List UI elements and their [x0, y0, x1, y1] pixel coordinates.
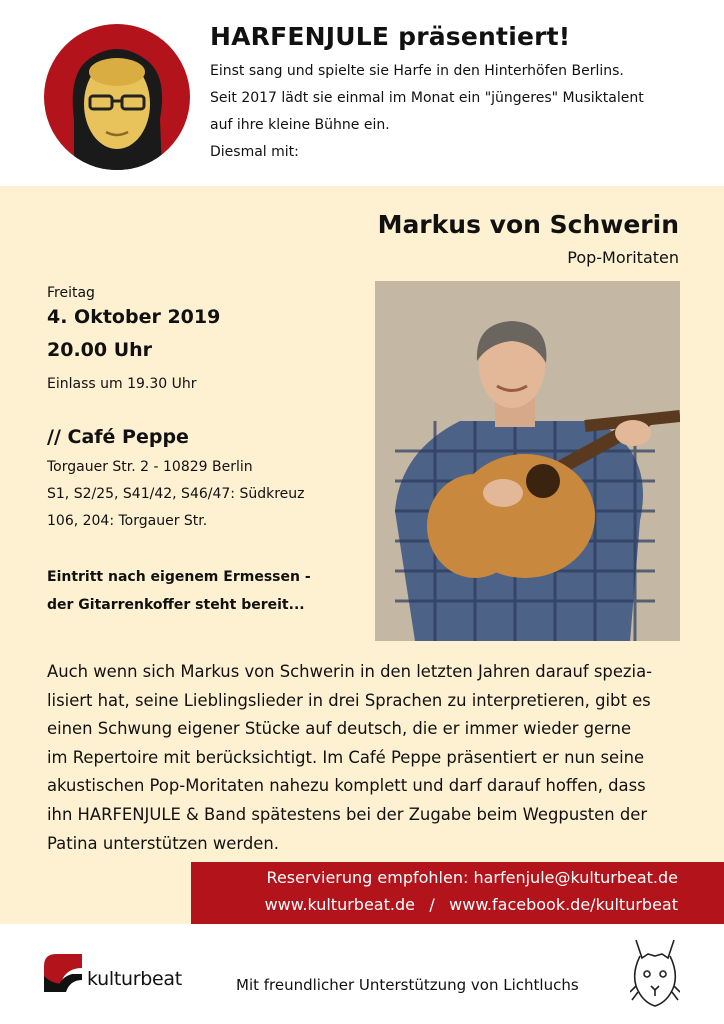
admission-line: Eintritt nach eigenem Ermessen - — [47, 569, 311, 585]
artist-name: Markus von Schwerin — [377, 210, 679, 239]
description-line: ihn HARFENJULE & Band spätestens bei der Zugabe beim Wegpusten der — [47, 804, 648, 824]
reservation-box — [191, 862, 724, 924]
description-line: Patina unterstützen werden. — [47, 833, 279, 853]
venue-address: Torgauer Str. 2 - 10829 Berlin — [47, 459, 253, 475]
artist-photo — [375, 281, 680, 641]
description-line: Auch wenn sich Markus von Schwerin in den letzten Jahren darauf spezia- — [47, 662, 653, 681]
facebook-link[interactable]: www.facebook.de/kulturbeat — [449, 895, 678, 914]
guitarist-illustration — [375, 281, 680, 641]
event-date: 4. Oktober 2019 — [47, 306, 221, 328]
reservation-links — [265, 895, 678, 914]
description-line: einen Schwung eigener Stücke auf deutsch, die er immer wieder gerne — [47, 719, 632, 739]
footer — [0, 924, 724, 1024]
lynx-logo-icon — [630, 936, 680, 1008]
event-entry: Einlass um 19.30 Uhr — [47, 376, 197, 392]
description-line: lisiert hat, seine Lieblingslieder in drei Sprachen zu interpretieren, gibt es — [47, 690, 651, 710]
header-line: auf ihre kleine Bühne ein. — [210, 117, 390, 133]
support-text: Mit freundlicher Unterstützung von Lichtluchs — [236, 976, 579, 994]
website-link[interactable]: www.kulturbeat.de — [264, 895, 415, 914]
event-time: 20.00 Uhr — [47, 339, 153, 361]
artist-genre: Pop-Moritaten — [567, 248, 679, 267]
masked-face-icon — [44, 24, 190, 170]
header — [0, 0, 724, 186]
venue-name: // Café Peppe — [47, 426, 189, 448]
header-line: Seit 2017 lädt sie einmal im Monat ein "jüngeres" Musiktalent — [210, 90, 644, 106]
header-line: Diesmal mit: — [210, 144, 299, 160]
reservation-email[interactable]: Reservierung empfohlen: harfenjule@kulturbeat.de — [266, 868, 678, 887]
venue-bus: 106, 204: Torgauer Str. — [47, 513, 208, 529]
kulturbeat-brand: kulturbeat — [87, 968, 182, 990]
header-line: Einst sang und spielte sie Harfe in den Hinterhöfen Berlins. — [210, 63, 624, 79]
description-line: akustischen Pop-Moritaten nahezu komplett und darf darauf hoffen, dass — [47, 776, 646, 796]
venue-train: S1, S2/25, S41/42, S46/47: Südkreuz — [47, 486, 305, 502]
admission-line: der Gitarrenkoffer steht bereit... — [47, 597, 305, 613]
header-title: HARFENJULE präsentiert! — [210, 22, 571, 51]
event-weekday: Freitag — [47, 285, 95, 301]
link-separator: / — [429, 895, 435, 914]
kulturbeat-logo-icon — [44, 954, 82, 992]
description — [47, 658, 687, 858]
description-line: im Repertoire mit berücksichtigt. Im Café Peppe präsentiert er nun seine — [47, 747, 645, 767]
harfenjule-logo — [44, 24, 190, 170]
